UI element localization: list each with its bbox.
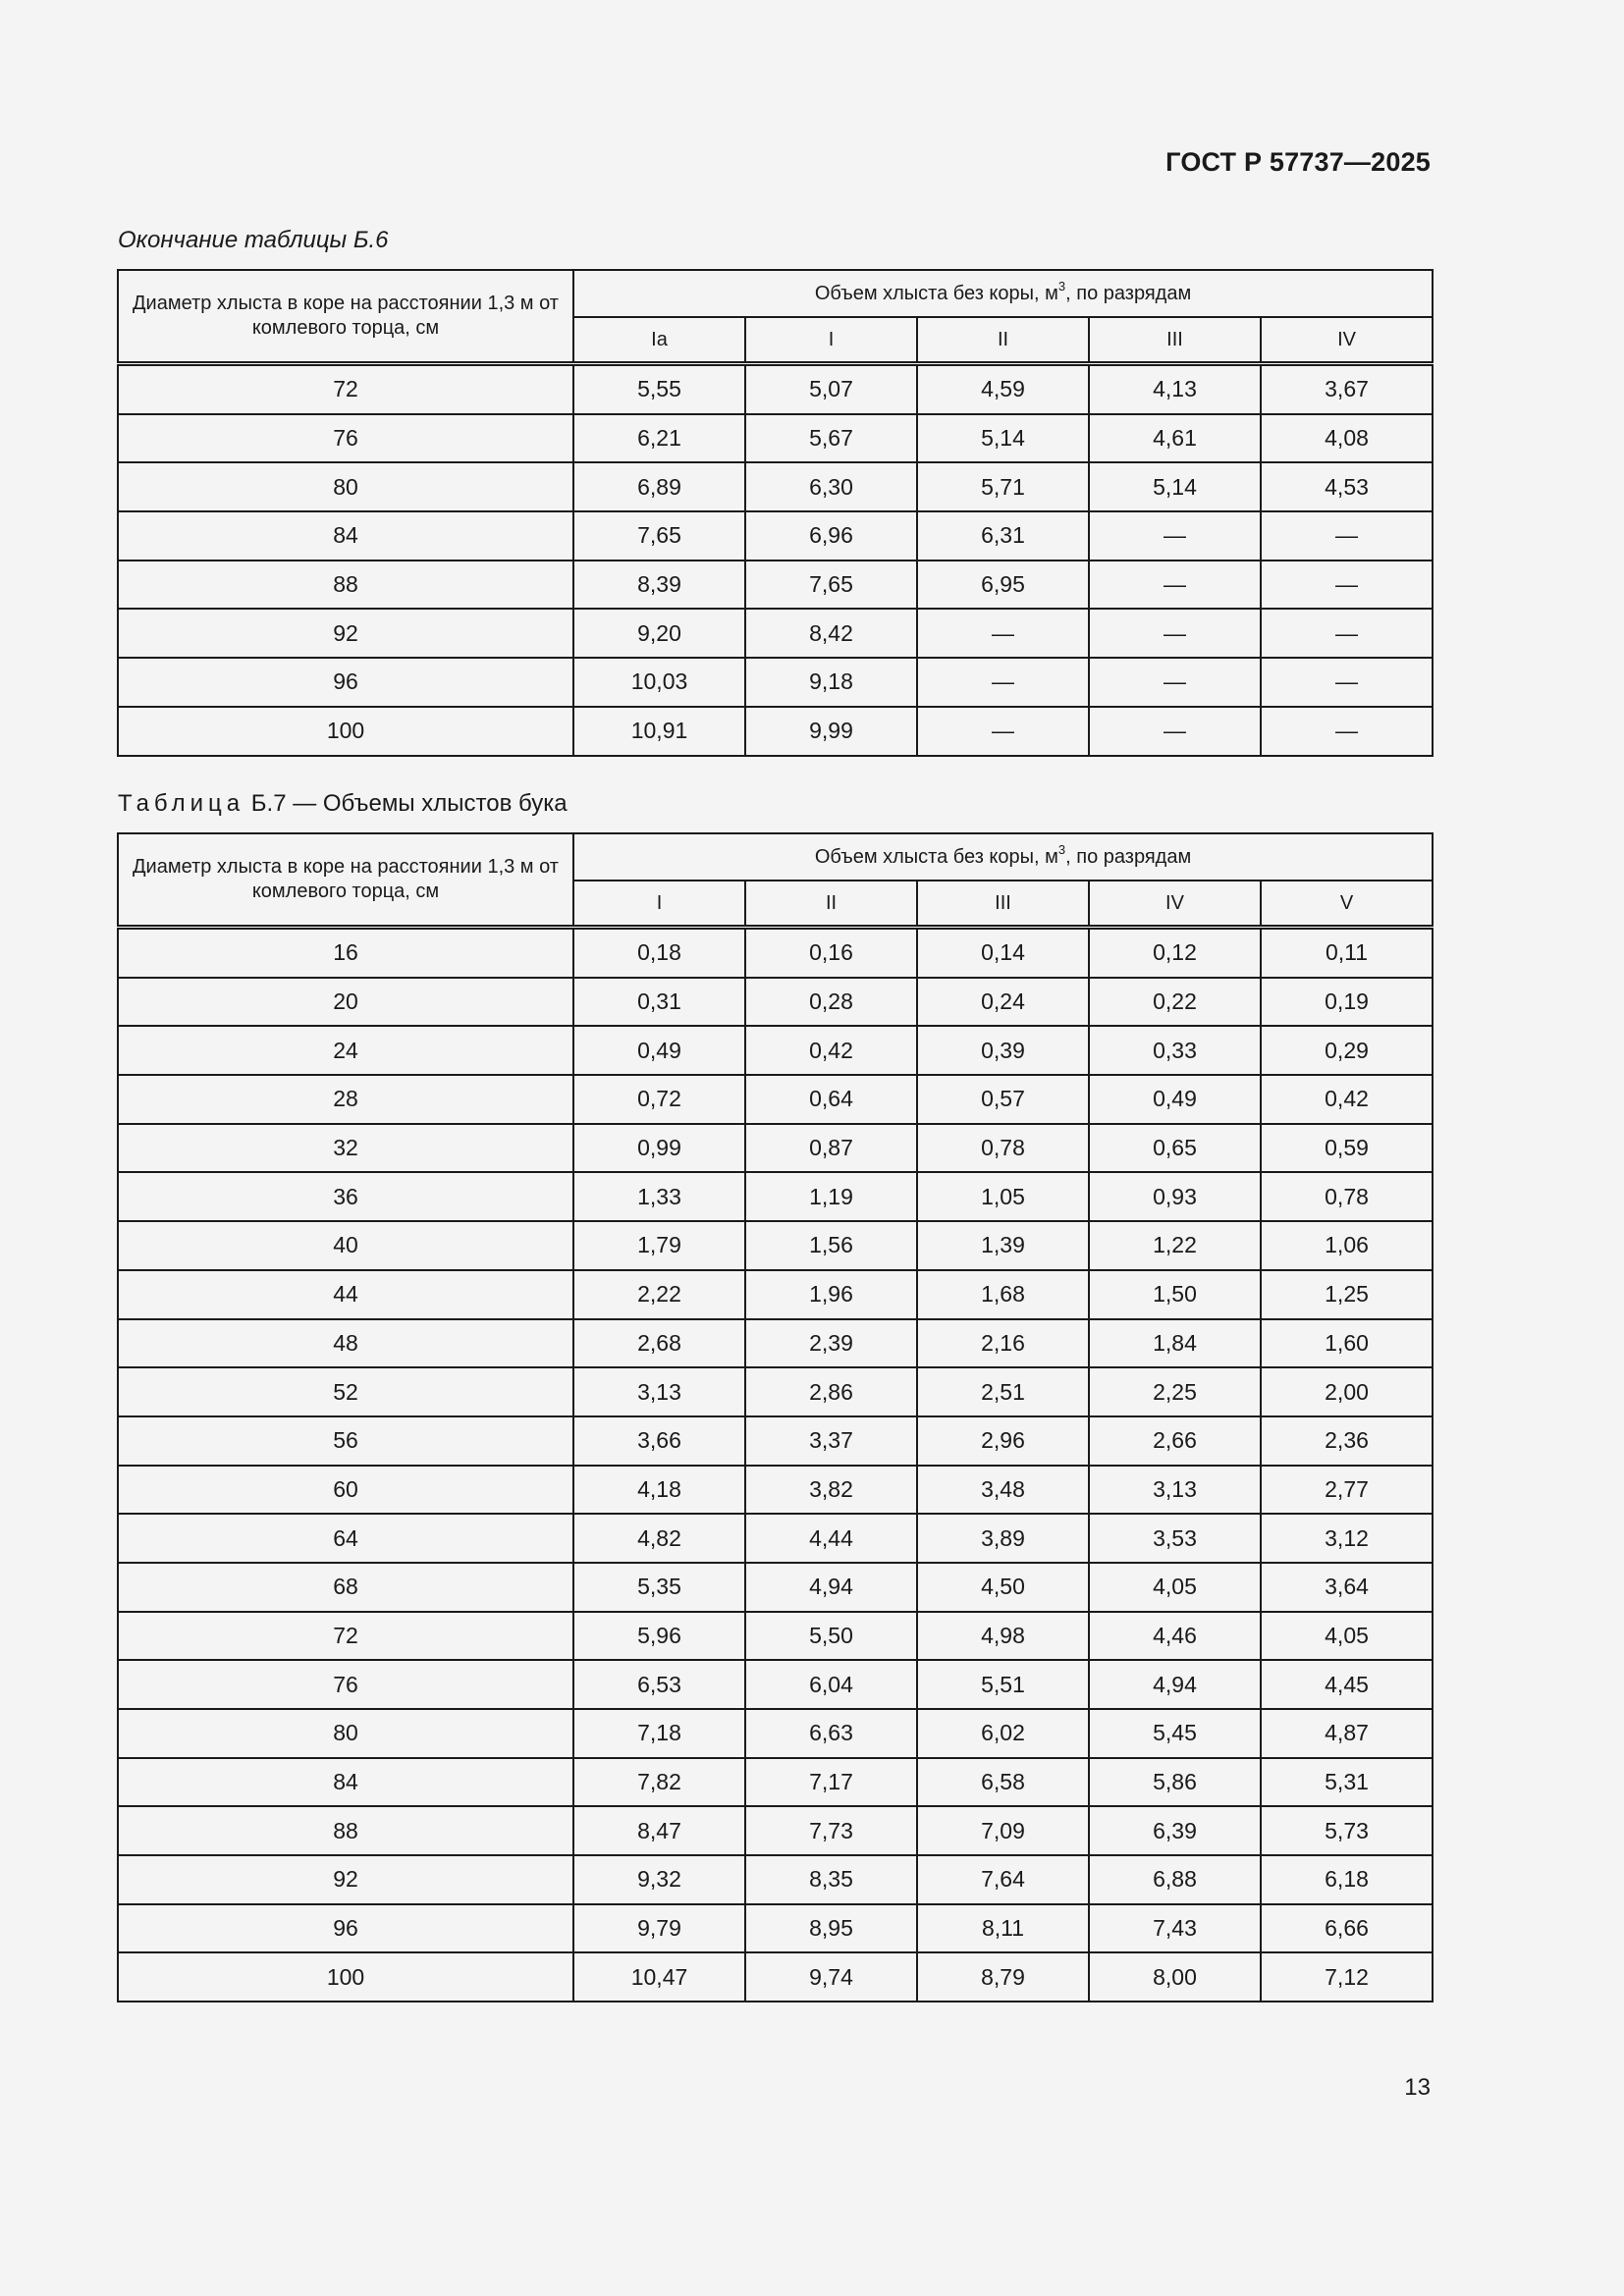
volume-cell: — [917, 707, 1089, 756]
diameter-cell: 80 [118, 462, 573, 511]
category-header-cell: I [745, 317, 917, 364]
category-header-cell: III [1089, 317, 1261, 364]
volume-cell: 1,96 [745, 1270, 917, 1319]
volume-cell: 0,12 [1089, 928, 1261, 978]
volume-cell: 9,99 [745, 707, 917, 756]
volume-cell: 5,50 [745, 1612, 917, 1661]
volume-cell: — [1089, 707, 1261, 756]
volume-cell: 2,25 [1089, 1367, 1261, 1416]
volume-cell: 0,78 [917, 1124, 1089, 1173]
table-row [118, 1416, 1433, 1466]
volume-cell: 0,28 [745, 978, 917, 1027]
table-row [118, 1221, 1433, 1270]
volume-cell: 7,73 [745, 1806, 917, 1855]
volume-cell: 0,39 [917, 1026, 1089, 1075]
table-row [118, 978, 1433, 1027]
diameter-cell: 44 [118, 1270, 573, 1319]
volume-cell: 1,79 [573, 1221, 745, 1270]
volume-cell: 3,48 [917, 1466, 1089, 1515]
volume-cell: 4,98 [917, 1612, 1089, 1661]
volume-cell: 4,94 [745, 1563, 917, 1612]
volume-cell: 7,43 [1089, 1904, 1261, 1953]
volume-cell: 5,71 [917, 462, 1089, 511]
table-row [118, 928, 1433, 978]
table-b7-body [118, 928, 1433, 2002]
volume-cell: 3,13 [573, 1367, 745, 1416]
volume-cell: 5,86 [1089, 1758, 1261, 1807]
volume-cell: 6,04 [745, 1660, 917, 1709]
category-header-cell: II [917, 317, 1089, 364]
diameter-cell: 72 [118, 1612, 573, 1661]
diameter-cell: 92 [118, 609, 573, 658]
table-row [118, 1806, 1433, 1855]
volume-cell: 6,58 [917, 1758, 1089, 1807]
volume-cell: 5,96 [573, 1612, 745, 1661]
volume-cell: 6,88 [1089, 1855, 1261, 1904]
volume-cell: 9,18 [745, 658, 917, 707]
volume-cell: 3,37 [745, 1416, 917, 1466]
table-row [118, 1367, 1433, 1416]
volume-cell: 0,65 [1089, 1124, 1261, 1173]
category-header-cell: IV [1261, 317, 1433, 364]
volume-cell: 4,05 [1089, 1563, 1261, 1612]
volume-cell: 9,32 [573, 1855, 745, 1904]
volume-cell: 0,29 [1261, 1026, 1433, 1075]
volume-cell: 1,33 [573, 1172, 745, 1221]
volume-cell: 6,39 [1089, 1806, 1261, 1855]
volume-cell: — [1261, 511, 1433, 561]
volume-cell: 5,14 [1089, 462, 1261, 511]
table-row [118, 1466, 1433, 1515]
volume-cell: 3,13 [1089, 1466, 1261, 1515]
volume-cell: 8,47 [573, 1806, 745, 1855]
table-b7-caption: Таблица Б.7 — Объемы хлыстов бука [118, 790, 568, 817]
diameter-column-header: Диаметр хлыста в коре на расстоянии 1,3 м от комлевого торца, см [118, 270, 573, 364]
volume-cell: 6,31 [917, 511, 1089, 561]
volume-cell: 6,18 [1261, 1855, 1433, 1904]
volume-cell: 1,60 [1261, 1319, 1433, 1368]
volume-cell: 8,95 [745, 1904, 917, 1953]
volume-cell: 6,30 [745, 462, 917, 511]
volume-cell: 8,79 [917, 1952, 1089, 2002]
volume-cell: 6,66 [1261, 1904, 1433, 1953]
volume-cell: 6,63 [745, 1709, 917, 1758]
volume-cell: 10,47 [573, 1952, 745, 2002]
page-number: 13 [1404, 2074, 1431, 2101]
volume-cell: 5,45 [1089, 1709, 1261, 1758]
diameter-cell: 20 [118, 978, 573, 1027]
volume-cell: 9,20 [573, 609, 745, 658]
volume-cell: 1,39 [917, 1221, 1089, 1270]
diameter-cell: 84 [118, 511, 573, 561]
volume-cell: 0,14 [917, 928, 1089, 978]
volume-cell: 5,73 [1261, 1806, 1433, 1855]
volume-cell: 0,24 [917, 978, 1089, 1027]
volume-cell: 4,44 [745, 1514, 917, 1563]
diameter-cell: 100 [118, 1952, 573, 2002]
volume-cell: 0,42 [745, 1026, 917, 1075]
table-row [118, 609, 1433, 658]
diameter-cell: 56 [118, 1416, 573, 1466]
table-row [118, 658, 1433, 707]
table-row [118, 561, 1433, 610]
volume-cell: 1,56 [745, 1221, 917, 1270]
diameter-cell: 48 [118, 1319, 573, 1368]
table-row [118, 511, 1433, 561]
volume-cell: 6,53 [573, 1660, 745, 1709]
volume-cell: — [917, 658, 1089, 707]
volume-cell: 3,82 [745, 1466, 917, 1515]
volume-cell: 5,07 [745, 364, 917, 414]
document-code: ГОСТ Р 57737—2025 [1165, 147, 1431, 177]
category-header-cell: II [745, 881, 917, 928]
table-b6-continuation-caption: Окончание таблицы Б.6 [118, 227, 389, 253]
table-row [118, 1758, 1433, 1807]
table-row [118, 364, 1433, 414]
table-row [118, 1075, 1433, 1124]
volume-cell: 5,55 [573, 364, 745, 414]
volume-cell: 4,59 [917, 364, 1089, 414]
volume-cell: — [1089, 658, 1261, 707]
volume-cell: 2,39 [745, 1319, 917, 1368]
volume-cell: 7,82 [573, 1758, 745, 1807]
diameter-cell: 100 [118, 707, 573, 756]
volume-cell: — [1089, 609, 1261, 658]
volume-cell: 0,59 [1261, 1124, 1433, 1173]
volume-cell: 2,00 [1261, 1367, 1433, 1416]
diameter-column-header: Диаметр хлыста в коре на расстоянии 1,3 м от комлевого торца, см [118, 833, 573, 928]
volume-cell: 6,21 [573, 414, 745, 463]
volume-cell: 1,84 [1089, 1319, 1261, 1368]
volume-cell: 0,22 [1089, 978, 1261, 1027]
diameter-cell: 28 [118, 1075, 573, 1124]
volume-cell: 3,66 [573, 1416, 745, 1466]
volume-cell: 4,05 [1261, 1612, 1433, 1661]
diameter-cell: 92 [118, 1855, 573, 1904]
volume-cell: 0,31 [573, 978, 745, 1027]
table-b7 [117, 832, 1434, 2002]
volume-group-header: Объем хлыста без коры, $м^3$, по разрядам [573, 833, 1433, 881]
diameter-cell: 84 [118, 1758, 573, 1807]
diameter-cell: 64 [118, 1514, 573, 1563]
volume-cell: 7,65 [573, 511, 745, 561]
volume-cell: 3,12 [1261, 1514, 1433, 1563]
volume-cell: — [1261, 658, 1433, 707]
volume-cell: 1,06 [1261, 1221, 1433, 1270]
volume-cell: 9,74 [745, 1952, 917, 2002]
diameter-cell: 96 [118, 658, 573, 707]
volume-group-header: Объем хлыста без коры, $м^3$, по разрядам [573, 270, 1433, 317]
volume-cell: 7,65 [745, 561, 917, 610]
diameter-cell: 88 [118, 1806, 573, 1855]
volume-cell: 4,61 [1089, 414, 1261, 463]
volume-cell: 2,22 [573, 1270, 745, 1319]
category-header-cell: V [1261, 881, 1433, 928]
volume-cell: 8,00 [1089, 1952, 1261, 2002]
volume-cell: 2,68 [573, 1319, 745, 1368]
volume-cell: 6,96 [745, 511, 917, 561]
volume-cell: 1,50 [1089, 1270, 1261, 1319]
volume-cell: 9,79 [573, 1904, 745, 1953]
diameter-cell: 40 [118, 1221, 573, 1270]
volume-cell: 2,86 [745, 1367, 917, 1416]
volume-cell: 0,99 [573, 1124, 745, 1173]
volume-cell: 8,39 [573, 561, 745, 610]
volume-cell: 5,14 [917, 414, 1089, 463]
table-row [118, 1563, 1433, 1612]
diameter-cell: 88 [118, 561, 573, 610]
volume-cell: — [1261, 561, 1433, 610]
volume-cell: — [1261, 609, 1433, 658]
volume-cell: 4,87 [1261, 1709, 1433, 1758]
volume-cell: 3,53 [1089, 1514, 1261, 1563]
volume-cell: 0,11 [1261, 928, 1433, 978]
volume-cell: 4,13 [1089, 364, 1261, 414]
category-header-cell: I [573, 881, 745, 928]
table-row [118, 707, 1433, 756]
volume-cell: 5,67 [745, 414, 917, 463]
volume-cell: 7,18 [573, 1709, 745, 1758]
diameter-cell: 80 [118, 1709, 573, 1758]
diameter-cell: 68 [118, 1563, 573, 1612]
table-row [118, 1855, 1433, 1904]
volume-cell: 2,16 [917, 1319, 1089, 1368]
volume-cell: 0,93 [1089, 1172, 1261, 1221]
volume-cell: 4,08 [1261, 414, 1433, 463]
volume-cell: 2,77 [1261, 1466, 1433, 1515]
table-row [118, 1124, 1433, 1173]
volume-cell: — [1261, 707, 1433, 756]
volume-cell: 0,33 [1089, 1026, 1261, 1075]
volume-cell: 1,19 [745, 1172, 917, 1221]
volume-cell: 10,03 [573, 658, 745, 707]
table-row [118, 1612, 1433, 1661]
volume-cell: 2,36 [1261, 1416, 1433, 1466]
volume-cell: 3,89 [917, 1514, 1089, 1563]
table-row [118, 462, 1433, 511]
table-row [118, 1709, 1433, 1758]
table-row [118, 1026, 1433, 1075]
diameter-cell: 32 [118, 1124, 573, 1173]
diameter-cell: 76 [118, 414, 573, 463]
table-row [118, 414, 1433, 463]
volume-cell: 0,57 [917, 1075, 1089, 1124]
table-row [118, 1660, 1433, 1709]
volume-cell: 7,12 [1261, 1952, 1433, 2002]
diameter-cell: 76 [118, 1660, 573, 1709]
volume-cell: 0,18 [573, 928, 745, 978]
category-header-cell: IV [1089, 881, 1261, 928]
volume-cell: 7,64 [917, 1855, 1089, 1904]
table-row [118, 1319, 1433, 1368]
volume-cell: 8,11 [917, 1904, 1089, 1953]
volume-cell: 4,82 [573, 1514, 745, 1563]
category-header-cell: III [917, 881, 1089, 928]
table-row [118, 1904, 1433, 1953]
volume-cell: 0,78 [1261, 1172, 1433, 1221]
diameter-cell: 16 [118, 928, 573, 978]
volume-cell: 0,42 [1261, 1075, 1433, 1124]
diameter-cell: 72 [118, 364, 573, 414]
volume-cell: 0,64 [745, 1075, 917, 1124]
category-header-cell: Ia [573, 317, 745, 364]
table-b6-body [118, 364, 1433, 756]
table-row [118, 1514, 1433, 1563]
volume-cell: 4,53 [1261, 462, 1433, 511]
diameter-cell: 60 [118, 1466, 573, 1515]
volume-cell: 4,50 [917, 1563, 1089, 1612]
volume-cell: 6,95 [917, 561, 1089, 610]
volume-cell: 2,66 [1089, 1416, 1261, 1466]
volume-cell: 5,31 [1261, 1758, 1433, 1807]
volume-cell: 7,17 [745, 1758, 917, 1807]
table-row [118, 1952, 1433, 2002]
volume-cell: 5,35 [573, 1563, 745, 1612]
volume-cell: 3,64 [1261, 1563, 1433, 1612]
volume-cell: 4,45 [1261, 1660, 1433, 1709]
table-row [118, 1270, 1433, 1319]
volume-cell: 7,09 [917, 1806, 1089, 1855]
table-row [118, 1172, 1433, 1221]
volume-cell: 8,35 [745, 1855, 917, 1904]
diameter-cell: 36 [118, 1172, 573, 1221]
volume-cell: 0,72 [573, 1075, 745, 1124]
volume-cell: 1,68 [917, 1270, 1089, 1319]
diameter-cell: 52 [118, 1367, 573, 1416]
volume-cell: 4,18 [573, 1466, 745, 1515]
volume-cell: — [1089, 511, 1261, 561]
volume-cell: 6,02 [917, 1709, 1089, 1758]
diameter-cell: 24 [118, 1026, 573, 1075]
volume-cell: 5,51 [917, 1660, 1089, 1709]
volume-cell: 0,16 [745, 928, 917, 978]
volume-cell: 2,96 [917, 1416, 1089, 1466]
diameter-cell: 96 [118, 1904, 573, 1953]
volume-cell: 6,89 [573, 462, 745, 511]
volume-cell: 2,51 [917, 1367, 1089, 1416]
volume-cell: 0,87 [745, 1124, 917, 1173]
volume-cell: 8,42 [745, 609, 917, 658]
volume-cell: 0,49 [573, 1026, 745, 1075]
volume-cell: 1,22 [1089, 1221, 1261, 1270]
volume-cell: 4,46 [1089, 1612, 1261, 1661]
volume-cell: 0,19 [1261, 978, 1433, 1027]
volume-cell: 10,91 [573, 707, 745, 756]
volume-cell: 3,67 [1261, 364, 1433, 414]
volume-cell: — [917, 609, 1089, 658]
volume-cell: 1,25 [1261, 1270, 1433, 1319]
volume-cell: 0,49 [1089, 1075, 1261, 1124]
volume-cell: — [1089, 561, 1261, 610]
table-b6 [117, 269, 1434, 757]
volume-cell: 1,05 [917, 1172, 1089, 1221]
volume-cell: 4,94 [1089, 1660, 1261, 1709]
